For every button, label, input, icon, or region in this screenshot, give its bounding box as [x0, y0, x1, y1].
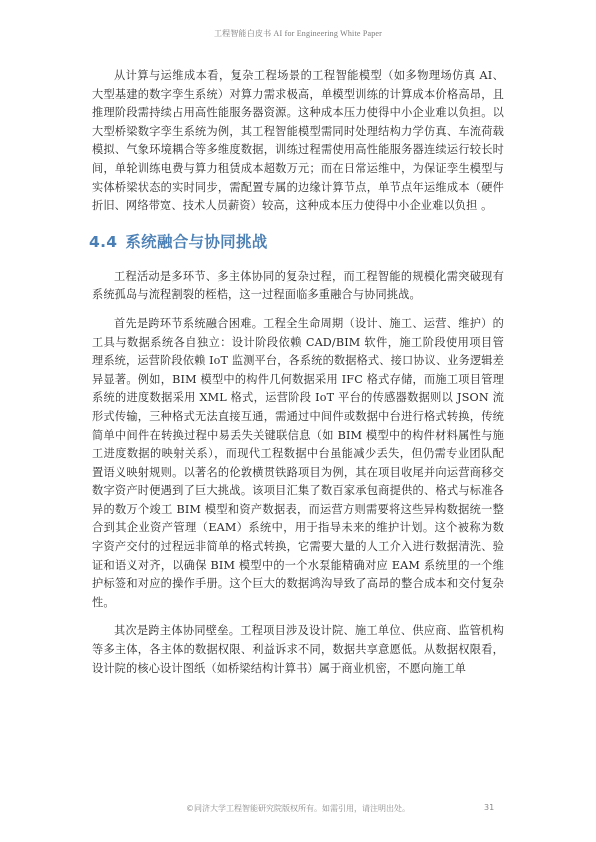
- paragraph-cross-stage: 首先是跨环节系统融合困难。工程全生命周期（设计、施工、运营、维护）的工具与数据系统各自独立：设计阶段依赖 CAD/BIM 软件，施工阶段使用项目管理系统，运营阶段依赖 IoT 监测平台，各系统的数据格式、接口协议、业务逻辑差异显著。例如，BIM 模型中的构件几何数据采用 IFC 格式存储，而施工项目管理系统的进度数据采用 XML 格式，运营阶段 IoT 平台的传感器数据则以 JSON 流形式传输，三种格式无法直接互通，需通过中间件或数据中台进行格式转换，传统简单中间件在转换过程中易丢失关键联信息（如 BIM 模型中的构件材料属性与施工进度数据的映射关系），而现代工程数据中台虽能减少丢失，但仍需专业团队配置语义映射规则。以著名的伦敦横贯铁路项目为例，其在项目收尾并向运营商移交数字资产时便遇到了巨大挑战。该项目汇集了数百家承包商提供的、格式与标准各异的数万个竣工 BIM 模型和资产数据表，而运营方则需要将这些异构数据统一整合到其企业资产管理（EAM）系统中，用于指导未来的维护计划。这个被称为数字资产交付的过程远非简单的格式转换，它需要大量的人工介入进行数据清洗、验证和语义对齐，以确保 BIM 模型中的一个水泵能精确对应 EAM 系统里的一个维护标签和对应的操作手册。这个巨大的数据鸿沟导致了高昂的整合成本和交付复杂性。: [92, 316, 504, 609]
- running-header: 工程智能白皮书 AI for Engineering White Paper: [213, 29, 383, 38]
- section-heading: [89, 230, 504, 252]
- paragraph-intro: 工程活动是多环节、多主体协同的复杂过程，而工程智能的规模化需突破现有系统孤岛与流程割裂的桎梏，这一过程面临多重融合与协同挑战。: [92, 269, 504, 302]
- page-number: 31: [484, 803, 495, 812]
- section-title: 系统融合与协同挑战: [125, 232, 268, 251]
- paragraph-cost: 从计算与运维成本看，复杂工程场景的工程智能模型（如多物理场仿真 AI、大型基建的数字孪生系统）对算力需求极高，单模型训练的计算成本价格高昂，且推理阶段需持续占用高性能服务器资源。这种成本压力使得中小企业难以负担。以大型桥梁数字孪生系统为例，其工程智能模型需同时处理结构力学仿真、车流荷载模拟、气象环境耦合等多维度数据，训练过程需使用高性能服务器连续运行较长时间，单轮训练电费与算力租赁成本超数万元；而在日常运维中，为保证孪生模型与实体桥梁状态的实时同步，需配置专属的边缘计算节点，单节点年运维成本（硬件折旧、网络带宽、技术人员薪资）较高，这种成本压力使得中小企业难以负担 。: [92, 69, 504, 213]
- section-number: 4.4: [89, 232, 118, 251]
- copyright-notice: ©同济大学工程智能研究院版权所有。如需引用，请注明出处。: [186, 804, 410, 813]
- page-content: [89, 67, 504, 678]
- paragraph-cross-party: 其次是跨主体协同壁垒。工程项目涉及设计院、施工单位、供应商、监管机构等多主体，各主体的数据权限、利益诉求不同，数据共享意愿低。从数据权限看，设计院的核心设计图纸（如桥梁结构计算书）属于商业机密，不愿向施工单: [92, 624, 504, 675]
